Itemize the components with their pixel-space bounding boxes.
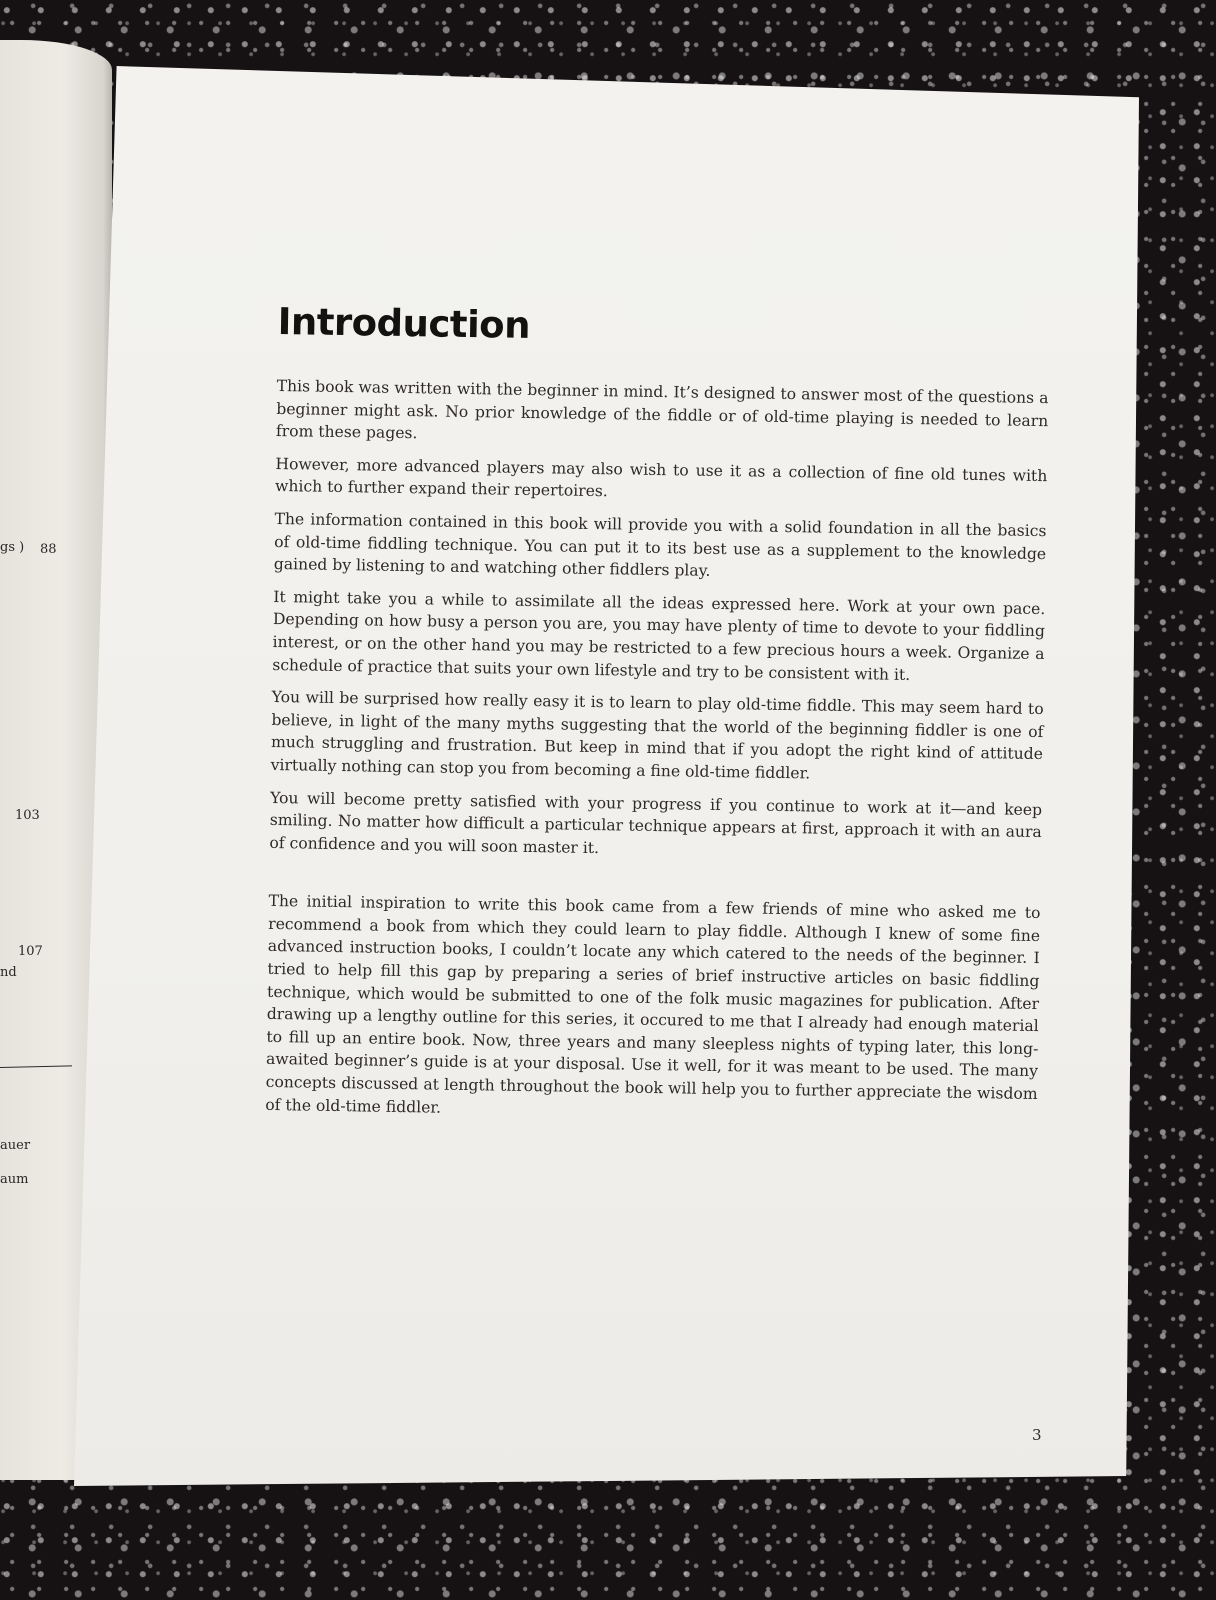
paragraph: This book was written with the beginner in mind. It’s designed to answer most of the questions a beginner might ask. No prior knowledge of the fiddle or of old-time playing is needed to learn from these pages. [275, 376, 1049, 443]
paragraph: You will become pretty satisfied with your progress if you continue to work at it—and keep smiling. No matter how difficult a particular technique appears at first, approach it with an aura of confidence and you will soon master it. [269, 788, 1043, 857]
left-page-number: 103 [15, 808, 40, 823]
paragraph: The information contained in this book will provide you with a solid foundation in all the basics of old-time fiddling technique. You can put it to its best use as a supplement to the knowledge gained by listening to and watching other fiddlers play. [273, 509, 1047, 580]
left-page-fragment: nd [0, 965, 17, 980]
paragraph: The initial inspiration to write this book came from a few friends of mine who asked me to recommend a book from which they could learn to play fiddle. Although I knew of some fine advanced instruction books, I couldn’t locate any which catered to the needs of the beginner. I tried to help fill this gap by preparing a series of brief instructive articles on basic fiddling technique, which would be submitted to one of the folk music magazines for publication. After drawing up a lengthy outline for this series, it occured to me that I already had enough material to fill up an entire book. Now, three years and many sleepless nights of typing later, this long-awaited beginner’s guide is at your disposal. Use it well, for it was meant to be used. The many concepts discussed at length throughout the book will help you to further appreciate the wisdom of the old-time fiddler. [265, 892, 1041, 1117]
page-title: Introduction [277, 300, 531, 347]
left-page-number: 88 [40, 542, 57, 557]
page-number: 3 [1032, 1426, 1042, 1444]
introduction-section [265, 300, 1050, 1138]
left-page-rule [0, 1065, 72, 1068]
paragraph: You will be surprised how really easy it is to learn to play old-time fiddle. This may seem hard to believe, in light of the many myths suggesting that the world of the beginning fiddler is one of much struggling and frustration. But keep in mind that if you adopt the right kind of attitude virtually nothing can stop you from becoming a fine old-time fiddler. [270, 688, 1044, 783]
paragraph: However, more advanced players may also wish to use it as a collection of fine old tunes with which to further expand their repertoires. [274, 454, 1048, 501]
left-page-fragment: gs ) [0, 540, 25, 555]
paragraph: It might take you a while to assimilate all the ideas expressed here. Work at your own pace. Depending on how busy a person you are, you may have plenty of time to devote to your fiddling interest, or on the other hand you may be restricted to a few precious hours a week. Organize a schedule of practice that suits your own lifestyle and try to be consistent with it. [272, 587, 1046, 684]
left-page-number: 107 [18, 944, 43, 959]
left-page-fragment: aum [0, 1172, 29, 1187]
left-page-fragment: auer [0, 1138, 31, 1153]
